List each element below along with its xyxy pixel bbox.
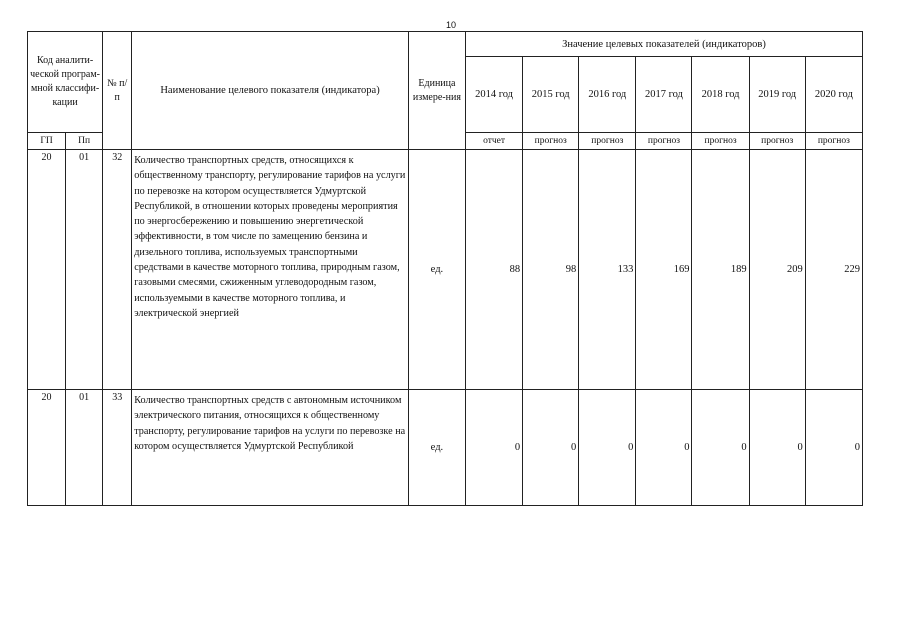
header-values-group: Значение целевых показателей (индикаторов): [465, 32, 862, 57]
header-year: 2017 год: [636, 57, 692, 133]
row-value: 0: [636, 390, 692, 506]
header-year: 2016 год: [579, 57, 636, 133]
row-pp-code: 01: [66, 390, 103, 506]
row-gp-code: 20: [28, 390, 66, 506]
row-value: 88: [465, 150, 522, 390]
header-num: № п/п: [103, 32, 132, 150]
row-pp-code: 01: [66, 150, 103, 390]
header-code-gp: ГП: [28, 133, 66, 150]
header-year: 2020 год: [805, 57, 862, 133]
indicator-table: [27, 31, 863, 506]
header-name: Наименование целевого показателя (индикатора): [132, 32, 409, 150]
header-status: прогноз: [749, 133, 805, 150]
row-indicator-name: Количество транспортных средств с автономным источником электрического питания, относящихся к общественному транспорту, регулирование тарифов на услуги по перевозке на котором осуществляется Удмуртской Республикой: [132, 390, 409, 506]
header-unit: Единица измере-ния: [408, 32, 465, 150]
header-year: 2018 год: [692, 57, 749, 133]
header-status: прогноз: [692, 133, 749, 150]
row-value: 0: [692, 390, 749, 506]
row-value: 133: [579, 150, 636, 390]
row-number: 33: [103, 390, 132, 506]
row-value: 98: [523, 150, 579, 390]
header-year: 2014 год: [465, 57, 522, 133]
row-value: 0: [579, 390, 636, 506]
row-value: 169: [636, 150, 692, 390]
header-status: прогноз: [579, 133, 636, 150]
row-gp-code: 20: [28, 150, 66, 390]
row-number: 32: [103, 150, 132, 390]
row-indicator-name: Количество транспортных средств, относящихся к общественному транспорту, регулирование тарифов на услуги по перевозке на котором осуществляется Удмуртской Республикой, в отношении которых проведены мероприятия по энергосбережению и повышению энергетической эффективности, в том числе по замещению бензина и дизельного топлива, используемых транспортными средствами в качестве моторного топлива, природным газом, газовыми смесями, сжиженным углеводородным газом, используемыми в качестве моторного топлива, и электрической энергией: [132, 150, 409, 390]
table-row: [28, 150, 863, 390]
header-year: 2015 год: [523, 57, 579, 133]
header-year: 2019 год: [749, 57, 805, 133]
row-value: 0: [805, 390, 862, 506]
row-unit: ед.: [408, 390, 465, 506]
row-value: 209: [749, 150, 805, 390]
row-value: 0: [749, 390, 805, 506]
row-unit: ед.: [408, 150, 465, 390]
header-status: прогноз: [523, 133, 579, 150]
row-value: 0: [465, 390, 522, 506]
table-row: [28, 390, 863, 506]
header-code-group: Код аналити-ческой програм-мной классифи-кации: [28, 32, 103, 133]
row-value: 229: [805, 150, 862, 390]
header-status: отчет: [465, 133, 522, 150]
header-status: прогноз: [805, 133, 862, 150]
row-value: 189: [692, 150, 749, 390]
header-code-pp: Пп: [66, 133, 103, 150]
row-value: 0: [523, 390, 579, 506]
page-number: 10: [446, 20, 457, 30]
header-status: прогноз: [636, 133, 692, 150]
